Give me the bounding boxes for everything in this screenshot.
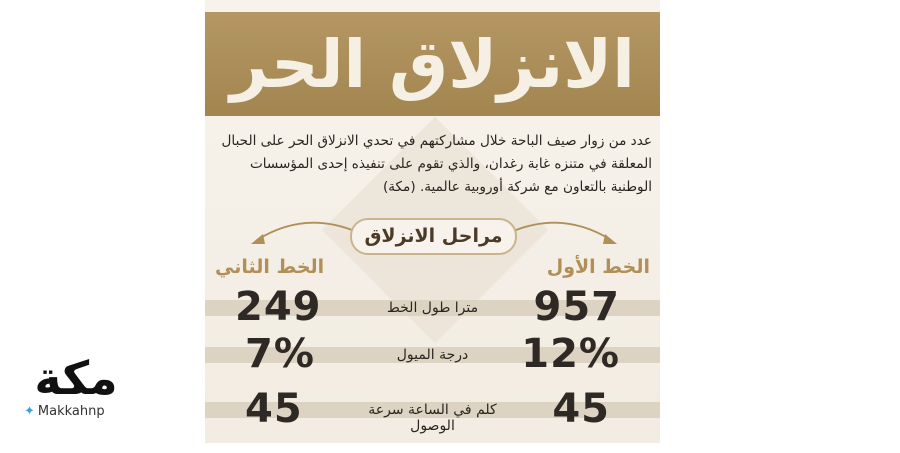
handle-text: Makkahnp: [37, 404, 105, 419]
arrow-left-icon: [245, 210, 365, 250]
row-label: مترا طول الخط: [386, 300, 479, 316]
stages-label: مراحل الانزلاق: [350, 218, 517, 255]
row-first-value: 12%: [521, 331, 620, 377]
headline-band: [205, 12, 660, 116]
makkah-logo: [20, 352, 132, 432]
row-label: درجة الميول: [396, 347, 469, 363]
row-second-value: 7%: [245, 331, 315, 377]
column-first-heading: الخط الأول: [546, 256, 650, 278]
headline: الانزلاق الحر: [230, 26, 635, 103]
row-first-value: 957: [533, 284, 620, 330]
row-label: كلم في الساعة سرعة الوصول: [368, 402, 497, 434]
row-second-value: 249: [235, 284, 322, 330]
intro-paragraph: عدد من زوار صيف الباحة خلال مشاركتهم في تحدي الانزلاق الحر على الحبال المعلقة في متنزه غابة رغدان، والذي تقوم على تنفيذه إحدى المؤسسات الوطنية بالتعاون مع شركة أوروبية عالمية. (مكة): [221, 133, 652, 195]
row-second-value: 45: [245, 386, 303, 432]
twitter-handle: [24, 404, 105, 419]
infographic-card: [205, 0, 660, 443]
column-second-heading: الخط الثاني: [215, 256, 325, 278]
arrow-right-icon: [503, 210, 623, 250]
row-first-value: 45: [552, 386, 610, 432]
logo-mark: مكة: [34, 351, 118, 405]
twitter-bird-icon: ✦: [24, 404, 35, 419]
